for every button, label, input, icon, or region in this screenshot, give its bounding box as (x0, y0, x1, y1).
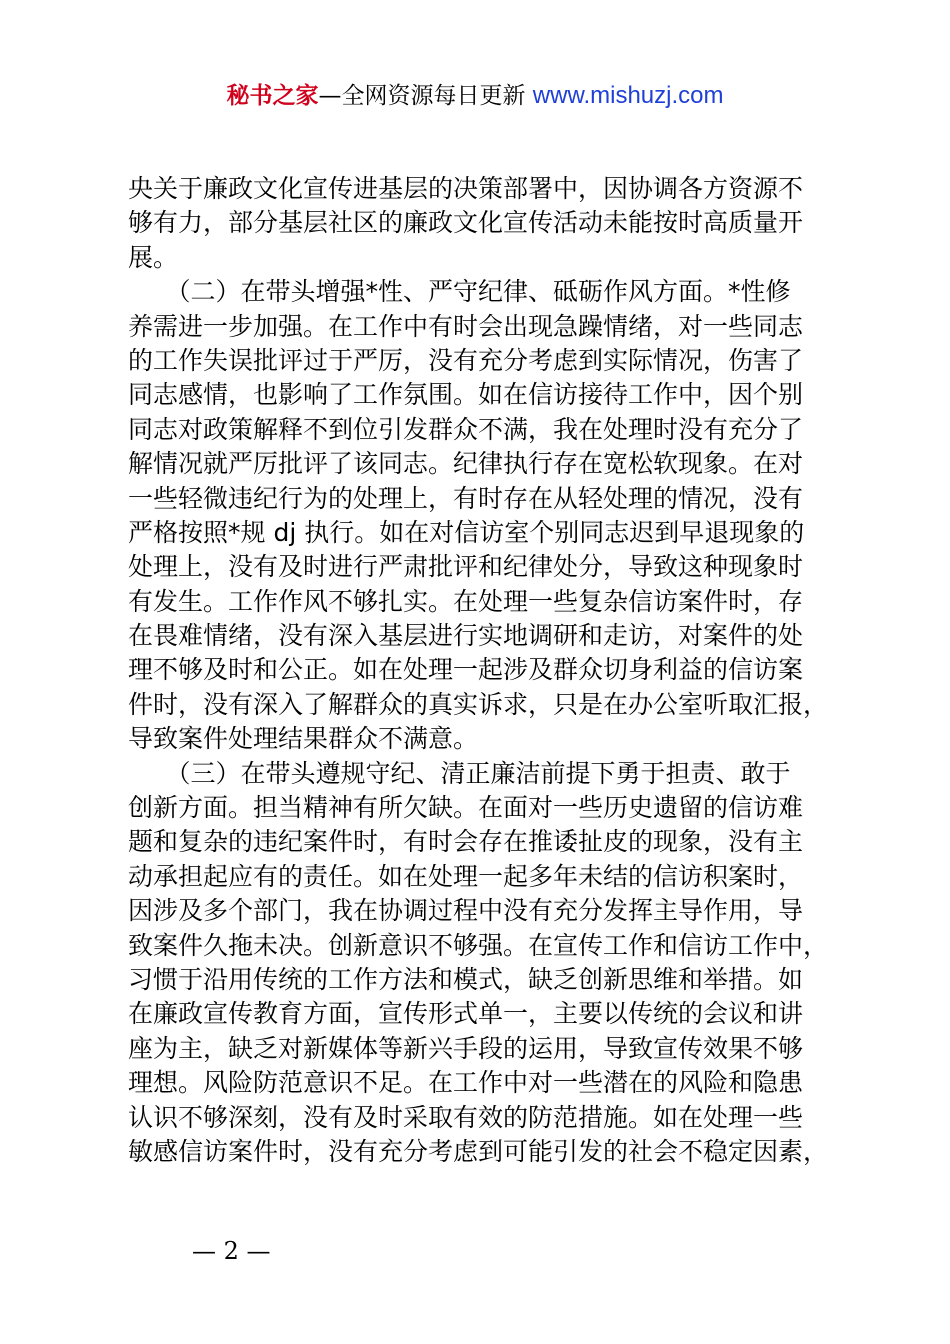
text-line: 创新方面。担当精神有所欠缺。在面对一些历史遗留的信访难 (128, 793, 804, 823)
text-line: 展。 (128, 242, 179, 272)
text-line: 严格按照*规 dj 执行。如在对信访室个别同志迟到早退现象的 (128, 517, 805, 547)
text-line: 一些轻微违纪行为的处理上，有时存在从轻处理的情况，没有 (128, 483, 804, 513)
text-line: 习惯于沿用传统的工作方法和模式，缺乏创新思维和举措。如 (128, 964, 804, 994)
site-url-link[interactable]: www.mishuzj.com (532, 82, 724, 109)
text-line: 导致案件处理结果群众不满意。 (128, 724, 479, 754)
text-line: 座为主，缺乏对新媒体等新兴手段的运用，导致宣传效果不够 (128, 1033, 804, 1063)
text-line: 题和复杂的违纪案件时，有时会存在推诿扯皮的现象，没有主 (128, 827, 804, 857)
banner-dash: — (318, 83, 342, 109)
text-line: 在廉政宣传教育方面，宣传形式单一，主要以传统的会议和讲 (128, 999, 804, 1029)
text-line: 理不够及时和公正。如在处理一起涉及群众切身利益的信访案 (128, 655, 804, 685)
text-line: 理想。风险防范意识不足。在工作中对一些潜在的风险和隐患 (128, 1068, 804, 1098)
text-line: 有发生。工作作风不够扎实。在处理一些复杂信访案件时，存 (128, 586, 804, 616)
text-line: 同志感情，也影响了工作氛围。如在信访接待工作中，因个别 (128, 380, 804, 410)
text-line: 因涉及多个部门，我在协调过程中没有充分发挥主导作用，导 (128, 896, 804, 926)
section-heading-line: （二）在带头增强*性、严守纪律、砥砺作风方面。*性修 (128, 277, 791, 307)
text-line: 同志对政策解释不到位引发群众不满，我在处理时没有充分了 (128, 414, 804, 444)
text-line: 认识不够深刻，没有及时采取有效的防范措施。如在处理一些 (128, 1102, 804, 1132)
text-line: 在畏难情绪，没有深入基层进行实地调研和走访，对案件的处 (128, 621, 804, 651)
text-line: 敏感信访案件时，没有充分考虑到可能引发的社会不稳定因素， (128, 1136, 829, 1166)
document-body (128, 172, 828, 1169)
page-number: — 2 — (192, 1237, 271, 1265)
text-line: 件时，没有深入了解群众的真实诉求，只是在办公室听取汇报， (128, 689, 829, 719)
section-heading-line: （三）在带头遵规守纪、清正廉洁前提下勇于担责、敢于 (128, 758, 791, 788)
text-line: 央关于廉政文化宣传进基层的决策部署中，因协调各方资源不 (128, 174, 804, 203)
text-line: 解情况就严厉批评了该同志。纪律执行存在宽松软现象。在对 (128, 449, 804, 479)
site-banner (0, 80, 950, 112)
text-line: 处理上，没有及时进行严肃批评和纪律处分，导致这种现象时 (128, 552, 804, 582)
banner-slogan: 全网资源每日更新 (341, 83, 526, 109)
text-line: 致案件久拖未决。创新意识不够强。在宣传工作和信访工作中， (128, 930, 829, 960)
brand-name: 秘书之家 (226, 83, 319, 109)
text-line: 动承担起应有的责任。如在处理一起多年未结的信访积案时， (128, 861, 804, 891)
text-line: 的工作失误批评过于严厉，没有充分考虑到实际情况，伤害了 (128, 345, 804, 375)
text-line: 养需进一步加强。在工作中有时会出现急躁情绪，对一些同志 (128, 311, 804, 341)
text-line: 够有力，部分基层社区的廉政文化宣传活动未能按时高质量开 (128, 208, 804, 238)
